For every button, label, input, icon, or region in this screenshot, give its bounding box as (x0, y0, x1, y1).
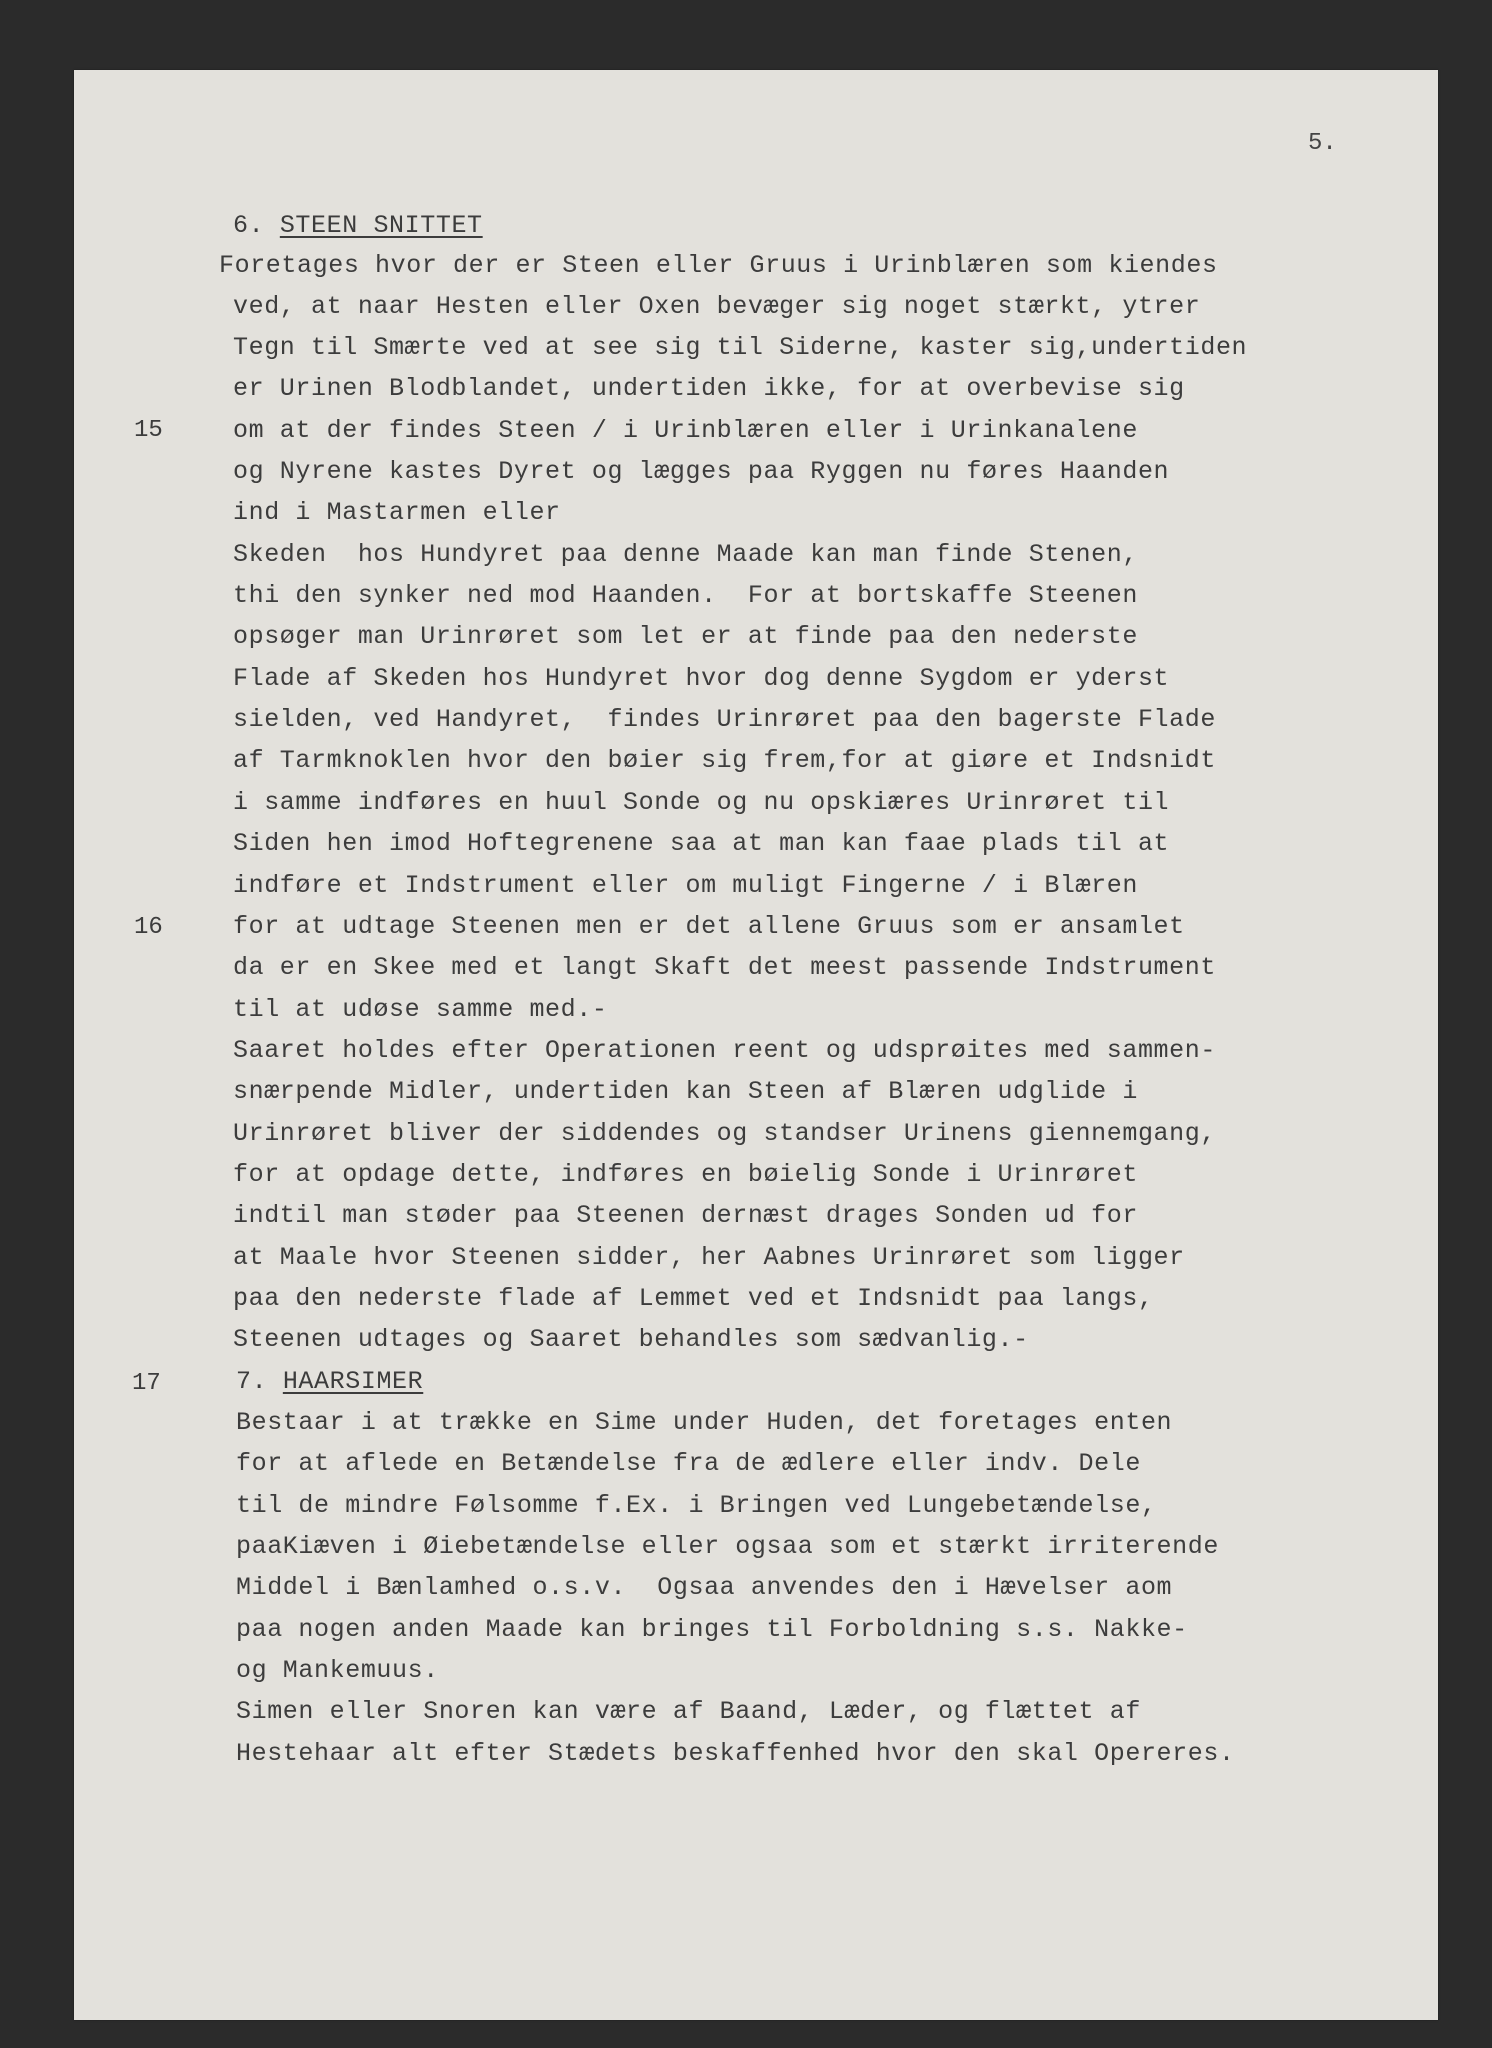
text-line: i samme indføres en huul Sonde og nu opskiæres Urinrøret til (233, 788, 1170, 817)
text-line: Steenen udtages og Saaret behandles som sædvanlig.- (233, 1325, 1029, 1354)
text-line: indføre et Indstrument eller om muligt Fingerne / i Blæren (233, 871, 1138, 900)
section-6-title: STEEN SNITTET (279, 211, 483, 240)
text-line: til de mindre Følsomme f.Ex. i Bringen ved Lungebetændelse, (236, 1491, 1157, 1520)
text-line: og Nyrene kastes Dyret og lægges paa Ryggen nu føres Haanden (233, 457, 1170, 486)
text-line: paa nogen anden Maade kan bringes til Forboldning s.s. Nakke- (236, 1615, 1188, 1644)
text-line: paaKiæven i Øiebetændelse eller ogsaa som et stærkt irriterende (236, 1532, 1219, 1561)
text-line: da er en Skee med et langt Skaft det meest passende Indstrument (233, 953, 1216, 982)
text-line: Hestehaar alt efter Stædets beskaffenhed hvor den skal Opereres. (236, 1739, 1235, 1768)
text-line: sielden, ved Handyret, findes Urinrøret paa den bagerste Flade (233, 705, 1216, 734)
text-line: thi den synker ned mod Haanden. For at bortskaffe Steenen (233, 581, 1138, 610)
text-line: om at der findes Steen / i Urinblæren eller i Urinkanalene (233, 416, 1138, 445)
section-7-heading (236, 1367, 423, 1397)
section-6-heading (233, 211, 483, 241)
text-line: for at opdage dette, indføres en bøielig Sonde i Urinrøret (233, 1160, 1138, 1189)
text-line: for at udtage Steenen men er det allene Gruus som er ansamlet (233, 912, 1185, 941)
text-line: Urinrøret bliver der siddendes og standser Urinens giennemgang, (233, 1119, 1216, 1148)
margin-number-15: 15 (134, 417, 163, 444)
text-line: opsøger man Urinrøret som let er at finde paa den nederste (233, 622, 1138, 651)
text-line: Siden hen imod Hoftegrenene saa at man kan faae plads til at (233, 829, 1170, 858)
text-line: af Tarmknoklen hvor den bøier sig frem,for at giøre et Indsnidt (233, 746, 1216, 775)
text-line: indtil man støder paa Steenen dernæst drages Sonden ud for (233, 1201, 1138, 1230)
text-line: at Maale hvor Steenen sidder, her Aabnes Urinrøret som ligger (233, 1243, 1185, 1272)
section-7-number: 7. (236, 1367, 268, 1396)
text-line: og Mankemuus. (236, 1656, 439, 1685)
text-line: for at aflede en Betændelse fra de ædlere eller indv. Dele (236, 1449, 1141, 1478)
section-7-title: HAARSIMER (282, 1367, 424, 1396)
text-line: ind i Mastarmen eller (233, 498, 561, 527)
text-line: ved, at naar Hesten eller Oxen bevæger sig noget stærkt, ytrer (233, 292, 1201, 321)
text-line: paa den nederste flade af Lemmet ved et Indsnidt paa langs, (233, 1284, 1154, 1313)
text-line: Foretages hvor der er Steen eller Gruus i Urinblæren som kiendes (219, 251, 1218, 280)
text-line: Flade af Skeden hos Hundyret hvor dog denne Sygdom er yderst (233, 664, 1170, 693)
margin-number-16: 16 (134, 914, 163, 941)
text-line: Tegn til Smærte ved at see sig til Siderne, kaster sig,undertiden (233, 333, 1248, 362)
text-line: Saaret holdes efter Operationen reent og udsprøites med sammen- (233, 1036, 1216, 1065)
text-line: til at udøse samme med.- (233, 995, 608, 1024)
text-line: Middel i Bænlamhed o.s.v. Ogsaa anvendes den i Hævelser aom (236, 1573, 1173, 1602)
text-line: er Urinen Blodblandet, undertiden ikke, for at overbevise sig (233, 374, 1185, 403)
margin-number-17: 17 (132, 1370, 161, 1397)
text-line: Skeden hos Hundyret paa denne Maade kan man finde Stenen, (233, 540, 1138, 569)
text-line: snærpende Midler, undertiden kan Steen af Blæren udglide i (233, 1077, 1138, 1106)
text-line: Simen eller Snoren kan være af Baand, Læder, og flættet af (236, 1697, 1141, 1726)
text-line: Bestaar i at trække en Sime under Huden, det foretages enten (236, 1408, 1173, 1437)
section-6-number: 6. (233, 211, 265, 240)
page-number: 5. (1308, 130, 1337, 157)
